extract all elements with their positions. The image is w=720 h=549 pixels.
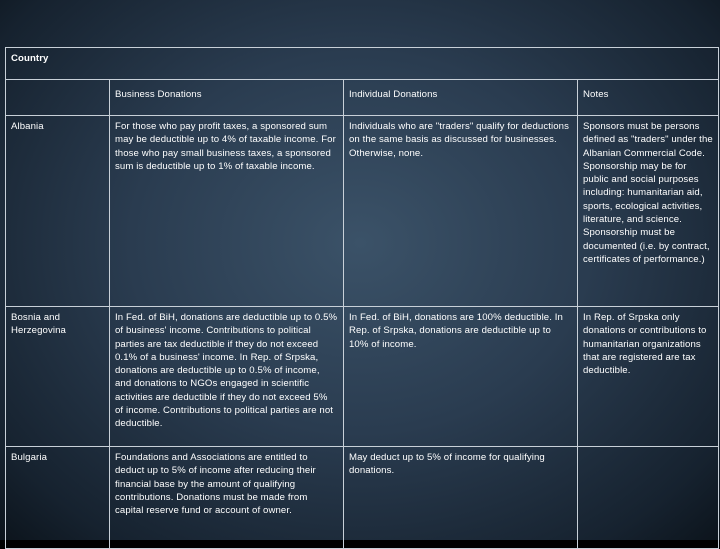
- individual-donations-cell: May deduct up to 5% of income for qualifying donations.: [344, 447, 578, 549]
- notes-cell: In Rep. of Srpska only donations or contributions to humanitarian organizations that are registered are tax deductible.: [578, 307, 719, 447]
- notes-cell: [578, 447, 719, 549]
- country-cell: Bulgaria: [6, 447, 110, 549]
- individual-donations-cell: Individuals who are "traders" qualify for deductions on the same basis as discussed for businesses. Otherwise, none.: [344, 116, 578, 307]
- table-row: [6, 307, 719, 447]
- country-cell: Albania: [6, 116, 110, 307]
- business-donations-cell: In Fed. of BiH, donations are deductible up to 0.5% of business' income. Contributions to political parties are tax deductible if they do not exceed 0.1% of a business' income. In Rep. of Srpska, donations are deductible up to 0.5% of income, and donations to NGOs engaged in scientific activities are deductible if they do not exceed 5% of income. Contributions to political parties are not deductible.: [110, 307, 344, 447]
- empty-header-cell: [6, 80, 110, 116]
- table-row-column-headers: [6, 80, 719, 116]
- country-cell: Bosnia and Herzegovina: [6, 307, 110, 447]
- table-row: [6, 447, 719, 549]
- business-donations-cell: Foundations and Associations are entitled to deduct up to 5% of income after reducing their financial base by the amount of qualifying contributions. Donations must be made from capital reserve fund or account of owner.: [110, 447, 344, 549]
- table-row: [6, 116, 719, 307]
- business-donations-cell: For those who pay profit taxes, a sponsored sum may be deductible up to 4% of taxable income. For those who pay small business taxes, a sponsored sum is deductible up to 1% of taxable income.: [110, 116, 344, 307]
- notes-cell: Sponsors must be persons defined as "traders" under the Albanian Commercial Code. Sponsorship may be for public and social purposes including: humanitarian aid, sports, ecological activities, literature, and science. Sponsorship must be documented (i.e. by contract, certificates of performance.): [578, 116, 719, 307]
- business-donations-header: Business Donations: [110, 80, 344, 116]
- donations-table: [5, 47, 719, 549]
- individual-donations-cell: In Fed. of BiH, donations are 100% deductible. In Rep. of Srpska, donations are deductible up to 10% of income.: [344, 307, 578, 447]
- notes-header: Notes: [578, 80, 719, 116]
- table-row-country-header: [6, 48, 719, 80]
- individual-donations-header: Individual Donations: [344, 80, 578, 116]
- country-header-cell: Country: [6, 48, 719, 80]
